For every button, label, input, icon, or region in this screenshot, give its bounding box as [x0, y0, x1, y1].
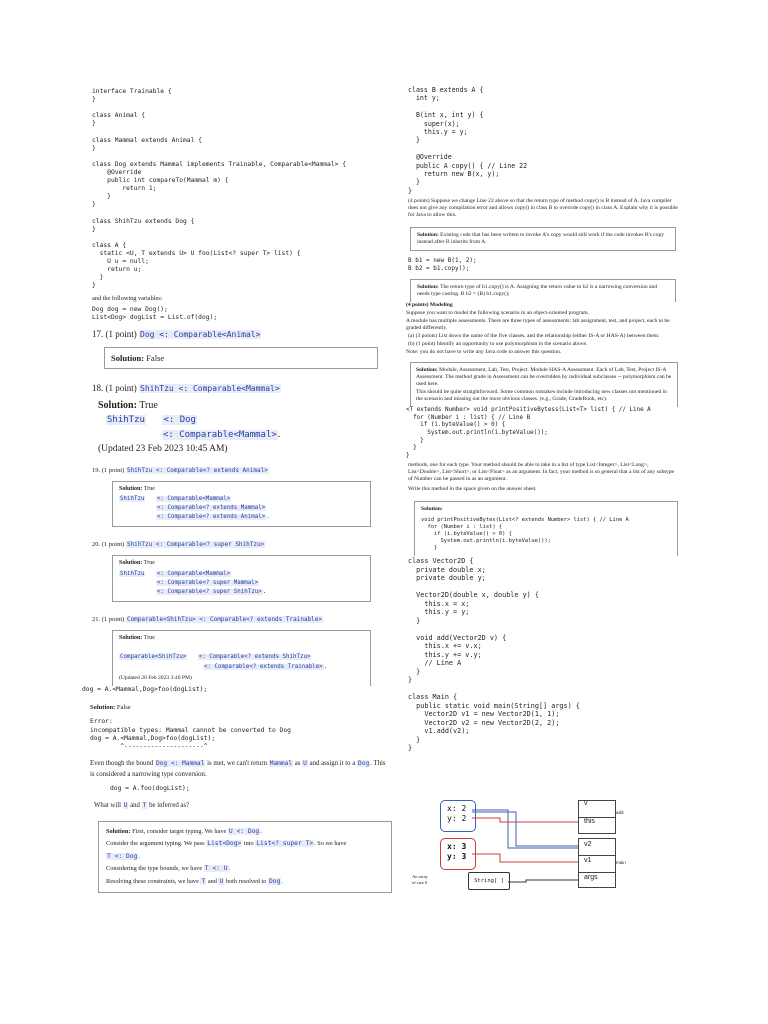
code-line: } [406, 437, 424, 444]
code-line: public A copy() { // Line 22 [408, 161, 528, 170]
solution-23 [98, 821, 392, 894]
var-args: args [584, 874, 598, 881]
code-line: } [92, 144, 96, 152]
error-output [90, 718, 392, 750]
text: and assign it [309, 759, 344, 767]
question-number: 17. (1 point) [92, 328, 137, 339]
var-v: v [584, 800, 588, 807]
question-21 [92, 616, 392, 623]
code-line: class Dog extends Mammal implements Trainable, Comparable<Mammal> { [92, 160, 347, 168]
memory-diagram [408, 796, 668, 896]
solution-19 [112, 481, 371, 528]
code-line: class ShihTzu extends Dog { [92, 217, 195, 225]
chain-item: <: Comparable<? super Mammal> [157, 579, 259, 586]
field-x: x: 3 [447, 842, 467, 851]
solution-answer: True [139, 399, 158, 411]
code-line: return u; [92, 266, 142, 274]
inline-code: Dog <: Mammal [155, 759, 205, 767]
question-18 [92, 383, 392, 393]
solution-label: Solution: [111, 352, 145, 363]
code-line: Vector2D v2 = new Vector2D(2, 2); [408, 718, 560, 727]
chain-dot: . [277, 428, 281, 440]
code-line: } [408, 735, 421, 744]
solution-label: Solution: [119, 634, 143, 641]
modeling-note: Note: you do not have to write any Java code to answer this question. [406, 349, 562, 356]
question-number: 18. (1 point) [92, 382, 137, 393]
code-line: } [92, 96, 96, 104]
code-line: super(x); [408, 119, 460, 128]
code-line: this.y += v.y; [408, 650, 482, 659]
code-line: Error: [90, 718, 113, 726]
solution-chain [119, 495, 364, 522]
field-x: x: 2 [447, 804, 467, 813]
inline-code: T [201, 877, 206, 885]
modeling-text: A module has multiple assessments. There are three types of assessments: lab assignment, test, and project, each to be graded differently. [406, 318, 670, 332]
code-line: this.y = y; [408, 608, 470, 617]
solution-code [421, 517, 671, 552]
object-v1 [440, 838, 476, 870]
solution-label: Solution: [98, 399, 137, 411]
arrow-v1 [472, 854, 578, 862]
code-line: B b1 = new B(1, 2); [408, 257, 477, 265]
chain-dot: . [266, 514, 270, 521]
question-17 [92, 329, 392, 339]
code-line: private double x; [408, 565, 486, 574]
inline-code: Dog [269, 877, 281, 885]
code-line: } [408, 744, 413, 753]
solution-label: Solution: [417, 284, 439, 291]
solution-21 [112, 630, 371, 687]
code-line: System.out.println(i.byteValue()); [406, 430, 548, 437]
code-line: void add(Vector2D v) { [408, 633, 507, 642]
chain-dot: . [262, 588, 267, 595]
question-number: 21. (1 point) [92, 615, 125, 623]
modeling-heading: (4 points) Modeling [406, 302, 453, 309]
array-box-label: String[ ] [474, 878, 504, 884]
code-line: dog = A.<Mammal,Dog>foo(dogList); [82, 686, 208, 694]
code-line: } [408, 186, 412, 195]
question-19 [92, 467, 392, 474]
text: is met, we can't return [207, 759, 268, 767]
code-line: this.y = y; [408, 128, 468, 137]
code-line: } [92, 193, 111, 201]
print-positive-code [406, 407, 678, 460]
code-line: } [408, 136, 420, 145]
infer-question [94, 802, 392, 809]
array-caption [412, 874, 428, 885]
solution-answer: True [143, 560, 155, 567]
solution-17 [104, 347, 378, 369]
chain-item: <: Comparable<? extends Trainable> [204, 664, 323, 671]
text: . So we have [314, 840, 347, 848]
code-line: class A { [92, 241, 127, 249]
solution-label: Solution: [106, 827, 131, 835]
code-line: this.x += v.x; [408, 642, 482, 651]
code-line: public static void main(String[] args) { [408, 701, 580, 710]
class-definitions-code [92, 88, 392, 290]
inline-code: List<Dog> [207, 840, 242, 848]
text: and [207, 877, 217, 885]
inline-code: T <: Dog [107, 852, 138, 860]
inline-code: U [219, 877, 224, 885]
chain-item: <: Comparable<? super ShihTzu> [157, 588, 262, 595]
solution-answer: False [116, 704, 131, 712]
inline-code: T <: U [204, 865, 228, 873]
caption-line: An array [412, 874, 428, 879]
code-line: return 1; [92, 185, 157, 193]
solution-text: This should be quite straightforward. Some common mistakes include introducing new classes not mentioned in the scenario and missing out the more obvious classes. (e.g., Grade, GradeBook, etc). [416, 389, 667, 403]
code-line: ^---------------------^ [90, 742, 208, 750]
code-line: } [92, 225, 96, 233]
question-expression: Dog <: Comparable<Animal> [140, 329, 261, 339]
question-20 [92, 541, 392, 548]
inline-code: List<? super T> [256, 840, 314, 848]
text: First, consider target typing. We have [132, 827, 227, 835]
variables-code [92, 306, 392, 322]
solution-label: Solution: [416, 367, 438, 374]
chain-dot: . [323, 664, 328, 671]
code-line: System.out.println(i.byteValue()); [421, 538, 551, 545]
solution-20 [112, 555, 371, 602]
code-line: v1.add(v2); [408, 727, 470, 736]
string-array-box [468, 872, 510, 890]
inline-code: Mammal [269, 759, 293, 767]
code-line: class Mammal extends Animal { [92, 136, 202, 144]
updated-note: (Updated 23 Feb 2023 10:45 AM) [98, 443, 228, 454]
chain-item: Comparable<ShihTzu> [120, 654, 187, 661]
code-line: } [421, 545, 438, 552]
question-expression: ShihTzu <: Comparable<? super ShihTzu> [126, 541, 265, 549]
solution-text: The return type of b1.copy() is A. Assigning the return value to b2 is a narrowing conversion and needs type casting. B b2 = (B) b1.copy(); [417, 284, 658, 298]
chain-item: ShihTzu [120, 570, 145, 577]
chain-item: <: Comparable<Mammal> [156, 570, 231, 577]
code-line: U u = null; [92, 257, 149, 265]
text: . [228, 865, 231, 873]
q22-code [82, 686, 392, 694]
solution-22 [90, 704, 392, 711]
solution-answer: True [143, 485, 155, 492]
code-line: } [406, 452, 410, 459]
text: . [281, 877, 283, 885]
code-line: dog = A.<Mammal,Dog>foo(dogList); [90, 734, 216, 742]
code-line: List<Dog> dogList = List.of(dog); [92, 314, 218, 322]
field-y: y: 3 [447, 852, 467, 861]
solution-copy-override [410, 227, 676, 251]
text: . [260, 827, 262, 835]
question-number: 20. (1 point) [92, 541, 125, 549]
code-line: class Vector2D { [408, 557, 474, 566]
solution-label: Solution: [119, 485, 143, 492]
solution-label: Solution: [417, 232, 439, 239]
inline-code: U [123, 801, 128, 809]
code-line: @Override [92, 168, 142, 176]
text: . This is considered a narrowing type conversion. [90, 759, 386, 778]
text: Considering the type bounds, we have [106, 865, 203, 873]
solution-answer: True [143, 634, 155, 641]
text: to a [345, 759, 356, 767]
code-line: Vector2D v1 = new Vector2D(1, 1); [408, 710, 560, 719]
code-line: class Main { [408, 693, 458, 702]
question-expression: ShihTzu <: Comparable<? extends Animal> [126, 466, 268, 474]
solution-modeling [410, 362, 678, 407]
solution-chain [119, 652, 364, 672]
methods-text: Write this method in the space given on the answer sheet. [408, 486, 537, 493]
text: Even though the bound [90, 759, 154, 767]
code-line: <T extends Number> void printPositiveBytess(List<T> list) { // Line A [406, 407, 651, 414]
text: Consider the argument typing. We pass [106, 840, 205, 848]
text: be inferred as? [149, 801, 190, 809]
modeling-text: Suppose you want to model the following scenario in an object-oriented program. [406, 310, 589, 317]
chain-item: <: Comparable<? extends Animal> [157, 514, 266, 521]
chain-item: ShihTzu [107, 414, 145, 425]
code-line: } [406, 445, 417, 452]
text: both resolved to [225, 877, 267, 885]
methods-text: methods, one for each type. Your method should be able to take in a list of type List<Integer>, List<Long>, List<Double>, List<Short>, or List<Float> as an argument. In fact, your method is so general that a list of any subtype of Number can be passed in as an argument. [408, 462, 674, 483]
code-line: // Line A [408, 659, 462, 668]
code-line: } [92, 201, 96, 209]
modeling-part-a: (a) (3 points) List down the name of the five classes, and the relationship (either IS-A or HAS-A) between them. [408, 333, 660, 340]
var-v1: v1 [584, 857, 592, 864]
chain-item: <: Comparable<? extends Mammal> [157, 505, 266, 512]
question-expression: Comparable<ShihTzu> <: Comparable<? extends Trainable> [126, 615, 323, 623]
code-line: void printPositiveBytes(List<? extends Number> list) { // Line A [421, 517, 629, 524]
code-line: } [92, 282, 96, 290]
text: Resolving these constraints, we have [106, 877, 199, 885]
text: as [294, 759, 301, 767]
chain-item: <: Comparable<Mammal> [163, 429, 277, 440]
solution-chain [119, 570, 364, 597]
arrow-v [472, 810, 578, 848]
code-line: for (Number i : list) { // Line B [406, 414, 531, 421]
var-this: this [584, 818, 595, 825]
code-line: } [408, 676, 413, 685]
code-line: public int compareTo(Mammal m) { [92, 177, 229, 185]
assign-code [110, 785, 392, 793]
code-line: Dog dog = new Dog(); [92, 306, 168, 314]
modeling-part-b: (b) (1 point) Identify an opportunity to use polymorphism in the scenario above. [408, 341, 588, 348]
solution-print-positive [414, 501, 678, 556]
caption-line: of size 0 [412, 879, 428, 885]
solution-text: Module, Assessment, Lab, Test, Project. Module HAS-A Assessment. Each of Lab, Test, Project IS-A Assessment. The method grade in Assessment can be overridden by individual subclasses -- polymorphism can be used here. [416, 367, 672, 388]
code-line: } [92, 274, 104, 282]
code-line: } [408, 616, 421, 625]
inline-code: T [142, 801, 147, 809]
code-line: static <U, T extends U> U foo(List<? super T> list) { [92, 249, 301, 257]
code-line: @Override [408, 153, 452, 162]
arrow-args [508, 880, 578, 882]
chain-item: <: Comparable<Mammal> [156, 496, 231, 503]
inline-code: U <: Dog [228, 827, 260, 835]
chain-item: <: Comparable<? extends ShihTzu> [198, 654, 311, 661]
left-column [82, 88, 392, 893]
var-v2: v2 [584, 841, 592, 848]
code-line: return new B(x, y); [408, 170, 500, 179]
solution-narrowing [410, 279, 676, 302]
code-line: if (i.byteValue() > 0) { [421, 531, 512, 538]
class-b-code [408, 86, 678, 195]
arrow-this [472, 818, 578, 822]
code-line: interface Trainable { [92, 88, 172, 95]
solution-answer: False [146, 352, 165, 363]
field-y: y: 2 [447, 814, 467, 823]
question-copy-override: (4 points) Suppose we change Line 22 above so that the return type of method copy() is B instead of A. Java compiler does not give any compilation error and allows copy() in class B to override copy() in class A. Explain why it is possible for Java to allow this. [408, 198, 678, 219]
text: What will [94, 801, 121, 809]
code-line: private double y; [408, 574, 486, 583]
code-line: for (Number i : list) { [421, 524, 503, 531]
vector2d-code [408, 557, 678, 753]
code-line: } [92, 120, 96, 128]
text: and [130, 801, 140, 809]
solution-label: Solution: [421, 506, 443, 513]
question-number: 19. (1 point) [92, 466, 125, 474]
solution-chain [106, 414, 392, 440]
code-line: this.x = x; [408, 599, 470, 608]
b-copy-code [408, 257, 678, 272]
code-line: incompatible types: Mammal cannot be converted to Dog [90, 726, 291, 734]
text: . [138, 852, 140, 860]
inline-code: U [303, 759, 307, 767]
explanation-paragraph [90, 758, 390, 780]
chain-item: <: Dog [163, 414, 196, 425]
right-column [408, 86, 678, 753]
code-line: if (i.byteValue() > 0) { [406, 422, 506, 429]
arrow-v2 [472, 812, 578, 846]
code-line: B(int x, int y) { [408, 111, 484, 120]
text: into [243, 840, 254, 848]
question-expression: ShihTzu <: Comparable<Mammal> [140, 383, 280, 393]
code-line: dog = A.foo(dogList); [110, 784, 190, 792]
code-line: B b2 = b1.copy(); [408, 264, 470, 272]
chain-item: ShihTzu [120, 496, 145, 503]
frame-main-label: main [616, 860, 626, 865]
solution-text: Existing code that has been written to invoke A's copy would still work if the code invokes B's copy instead after B inherits from A. [417, 232, 665, 246]
code-line: int y; [408, 94, 440, 103]
code-line: Vector2D(double x, double y) { [408, 591, 539, 600]
code-line: } [408, 178, 420, 187]
frame-add-label: add [616, 810, 624, 815]
object-v2 [440, 800, 476, 832]
code-line: class B extends A { [408, 86, 484, 94]
code-line: } [408, 667, 421, 676]
solution-label: Solution: [90, 704, 116, 712]
solution-label: Solution: [119, 560, 143, 567]
code-line: class Animal { [92, 112, 146, 120]
inline-code: Dog [358, 759, 370, 767]
variables-intro: and the following variables: [92, 295, 163, 303]
solution-18 [98, 400, 392, 454]
updated-note: (Updated 20 Feb 2023 3:40 PM) [119, 675, 192, 682]
modeling-question [406, 302, 674, 356]
